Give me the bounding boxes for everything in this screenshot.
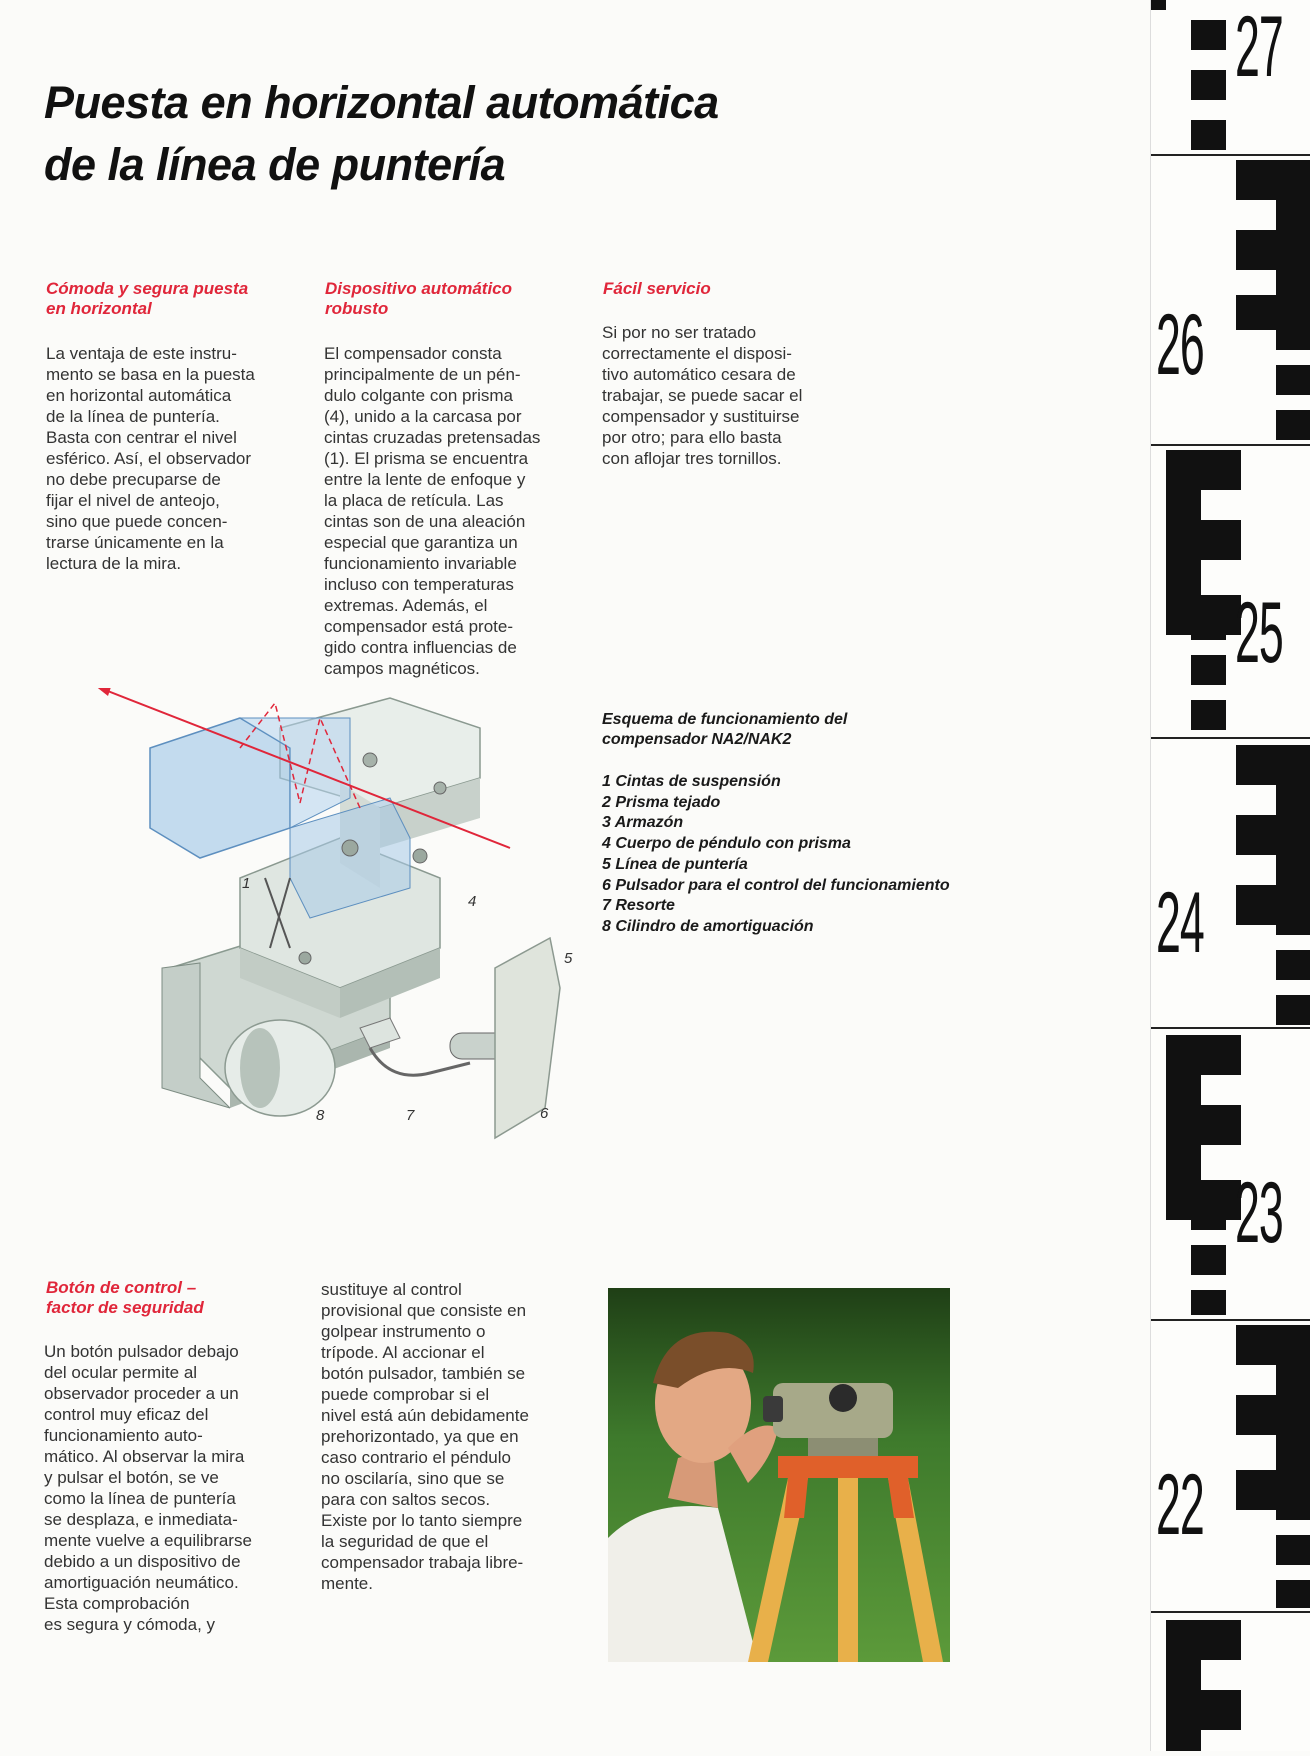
text-line: compensador está prote-: [324, 617, 513, 636]
text-line: cintas son de una aleación: [324, 512, 526, 531]
staff-tick-group: [1191, 610, 1226, 730]
section-heading-line: Cómoda y segura puesta: [46, 279, 249, 298]
text-line: puede comprobar si el: [321, 1385, 490, 1404]
text-line: para con saltos secos.: [321, 1490, 491, 1509]
staff-number-24: 24: [1156, 875, 1204, 971]
compensator-diagram: [90, 688, 610, 1168]
page-title-line-2: de la línea de puntería: [44, 139, 506, 190]
text-line: trarse únicamente en la: [46, 533, 224, 552]
section-text-dispositivo: [324, 343, 540, 679]
text-line: dulo colgante con prisma: [324, 386, 514, 405]
page-title: [44, 72, 804, 196]
text-line: no debe precuparse de: [46, 470, 221, 489]
staff-e: [1166, 1035, 1241, 1220]
legend-title-line: Esquema de funcionamiento del: [602, 711, 848, 728]
section-heading-dispositivo: [325, 279, 512, 319]
text-line: Un botón pulsador debajo: [44, 1342, 239, 1361]
text-line: La ventaja de este instru-: [46, 344, 237, 363]
text-line: principalmente de un pén-: [324, 365, 521, 384]
section-heading-line: Botón de control –: [46, 1278, 197, 1297]
section-heading-line: Fácil servicio: [603, 279, 711, 298]
text-line: trabajar, se puede sacar el: [602, 386, 803, 405]
legend-title: [602, 710, 1002, 750]
legend-item: 5 Línea de puntería: [602, 855, 748, 873]
staff-number-26: 26: [1156, 297, 1204, 393]
text-line: Si por no ser tratado: [602, 323, 757, 342]
section-text-comoda: [46, 343, 255, 574]
line-of-sight-arrow: [94, 688, 112, 696]
tripod-leg-clamp: [784, 1478, 808, 1518]
text-line: funcionamiento invariable: [324, 554, 517, 573]
section-heading-line: factor de seguridad: [46, 1298, 204, 1317]
legend-item: 7 Resorte: [602, 897, 675, 915]
text-line: mente vuelve a equilibrarse: [44, 1531, 252, 1550]
staff-number-27: 27: [1235, 0, 1283, 95]
text-line: como la línea de puntería: [44, 1489, 236, 1508]
text-line: botón pulsador, también se: [321, 1364, 526, 1383]
legend-title-line: compensador NA2/NAK2: [602, 731, 792, 748]
text-line: compensador trabaja libre-: [321, 1553, 524, 1572]
text-line: (1). El prisma se encuentra: [324, 449, 529, 468]
text-line: por otro; para ello basta: [602, 428, 782, 447]
leveling-staff: [1150, 0, 1310, 1751]
staff-tick-group: [1276, 320, 1310, 440]
level-knob: [829, 1384, 857, 1412]
diagram-label-7: 7: [406, 1107, 415, 1124]
text-line: sino que puede concen-: [46, 512, 228, 531]
text-line: correctamente el disposi-: [602, 344, 792, 363]
text-line: (4), unido a la carcasa por: [324, 407, 522, 426]
staff-tick-group: [1276, 1490, 1310, 1608]
staff-number-22: 22: [1156, 1457, 1204, 1553]
eyepiece-plate: [495, 938, 560, 1138]
text-line: y pulsar el botón, se ve: [44, 1468, 219, 1487]
text-line: del ocular permite al: [44, 1363, 198, 1382]
text-line: extremas. Además, el: [324, 596, 488, 615]
tripod-leg: [838, 1478, 858, 1662]
section-heading-boton: [46, 1278, 204, 1318]
staff-number-25: 25: [1235, 585, 1283, 681]
text-line: lectura de la mira.: [46, 554, 182, 573]
text-line: cintas cruzadas pretensadas: [324, 428, 541, 447]
text-line: con aflojar tres tornillos.: [602, 449, 782, 468]
damping-cylinder-face: [240, 1028, 280, 1108]
level-photo-illustration: [608, 1288, 950, 1662]
text-line: observador proceder a un: [44, 1384, 239, 1403]
text-line: amortiguación neumático.: [44, 1573, 239, 1592]
text-line: golpear instrumento o: [321, 1322, 486, 1341]
text-line: en horizontal automática: [46, 386, 232, 405]
text-line: es segura y cómoda, y: [44, 1615, 216, 1634]
diagram-label-5: 5: [564, 950, 573, 967]
text-line: mático. Al observar la mira: [44, 1447, 245, 1466]
text-line: gido contra influencias de: [324, 638, 517, 657]
legend-list: [602, 772, 1002, 938]
text-line: caso contrario el péndulo: [321, 1448, 511, 1467]
roof-prism: [150, 718, 290, 858]
diagram-label-8: 8: [316, 1107, 325, 1124]
legend-item: 2 Prisma tejado: [602, 793, 721, 811]
diagram-label-6: 6: [540, 1105, 549, 1122]
text-line: Existe por lo tanto siempre: [321, 1511, 523, 1530]
diagram-legend: [602, 710, 1002, 938]
staff-tick-group: [1191, 1200, 1226, 1315]
text-line: Esta comprobación: [44, 1594, 190, 1613]
legend-item: 6 Pulsador para el control del funcionamiento: [602, 876, 950, 894]
staff-e-reversed: [1236, 1325, 1310, 1510]
section-heading-line: en horizontal: [46, 299, 152, 318]
text-line: provisional que consiste en: [321, 1301, 527, 1320]
text-line: no oscilaría, sino que se: [321, 1469, 505, 1488]
section-heading-line: Dispositivo automático: [325, 279, 513, 298]
staff-number-23: 23: [1235, 1165, 1283, 1261]
legend-item: 8 Cilindro de amortiguación: [602, 917, 814, 935]
text-line: funcionamiento auto-: [44, 1426, 203, 1445]
section-heading-facil: [603, 279, 711, 299]
section-text-boton: [44, 1341, 252, 1635]
section-text-boton-continued: [321, 1279, 529, 1594]
text-line: nivel está aún debidamente: [321, 1406, 529, 1425]
text-line: debido a un dispositivo de: [44, 1552, 241, 1571]
staff-e-reversed: [1236, 745, 1310, 925]
legend-item: 3 Armazón: [602, 814, 684, 832]
text-line: compensador y sustituirse: [602, 407, 800, 426]
staff-tick-group: [1276, 905, 1310, 1025]
text-line: se desplaza, e inmediata-: [44, 1510, 238, 1529]
page-title-line-1: Puesta en horizontal automática: [44, 77, 719, 128]
text-line: prehorizontado, ya que en: [321, 1427, 519, 1446]
staff-e: [1166, 450, 1241, 635]
section-text-facil: [602, 322, 802, 469]
text-line: sustituye al control: [321, 1280, 462, 1299]
text-line: mente.: [321, 1574, 373, 1593]
text-line: control muy eficaz del: [44, 1405, 209, 1424]
text-line: de la línea de puntería.: [46, 407, 220, 426]
level-base: [808, 1438, 878, 1456]
text-line: incluso con temperaturas: [324, 575, 514, 594]
staff-tick-group: [1151, 0, 1226, 150]
text-line: tivo automático cesara de: [602, 365, 796, 384]
text-line: la seguridad de que el: [321, 1532, 489, 1551]
staff-e-reversed: [1236, 160, 1310, 330]
level-photo: [608, 1288, 950, 1662]
text-line: especial que garantiza un: [324, 533, 518, 552]
text-line: El compensador consta: [324, 344, 502, 363]
staff-e: [1166, 1620, 1241, 1751]
legend-item: 4 Cuerpo de péndulo con prisma: [602, 835, 851, 853]
screw: [342, 840, 358, 856]
screw: [363, 753, 377, 767]
diagram-label-1: 1: [242, 875, 251, 892]
text-line: la placa de retícula. Las: [324, 491, 504, 510]
text-line: mento se basa en la puesta: [46, 365, 255, 384]
text-line: trípode. Al accionar el: [321, 1343, 485, 1362]
section-heading-line: robusto: [325, 299, 389, 318]
legend-item: 1 Cintas de suspensión: [602, 773, 781, 790]
section-heading-comoda: [46, 279, 248, 319]
screw: [434, 782, 446, 794]
screw: [299, 952, 311, 964]
text-line: Basta con centrar el nivel: [46, 428, 237, 447]
text-line: campos magnéticos.: [324, 659, 480, 678]
text-line: fijar el nivel de anteojo,: [46, 491, 220, 510]
screw: [413, 849, 427, 863]
diagram-label-4: 4: [468, 893, 477, 910]
text-line: entre la lente de enfoque y: [324, 470, 526, 489]
tripod-head: [778, 1456, 918, 1478]
text-line: esférico. Así, el observador: [46, 449, 252, 468]
level-eyepiece: [763, 1396, 783, 1422]
